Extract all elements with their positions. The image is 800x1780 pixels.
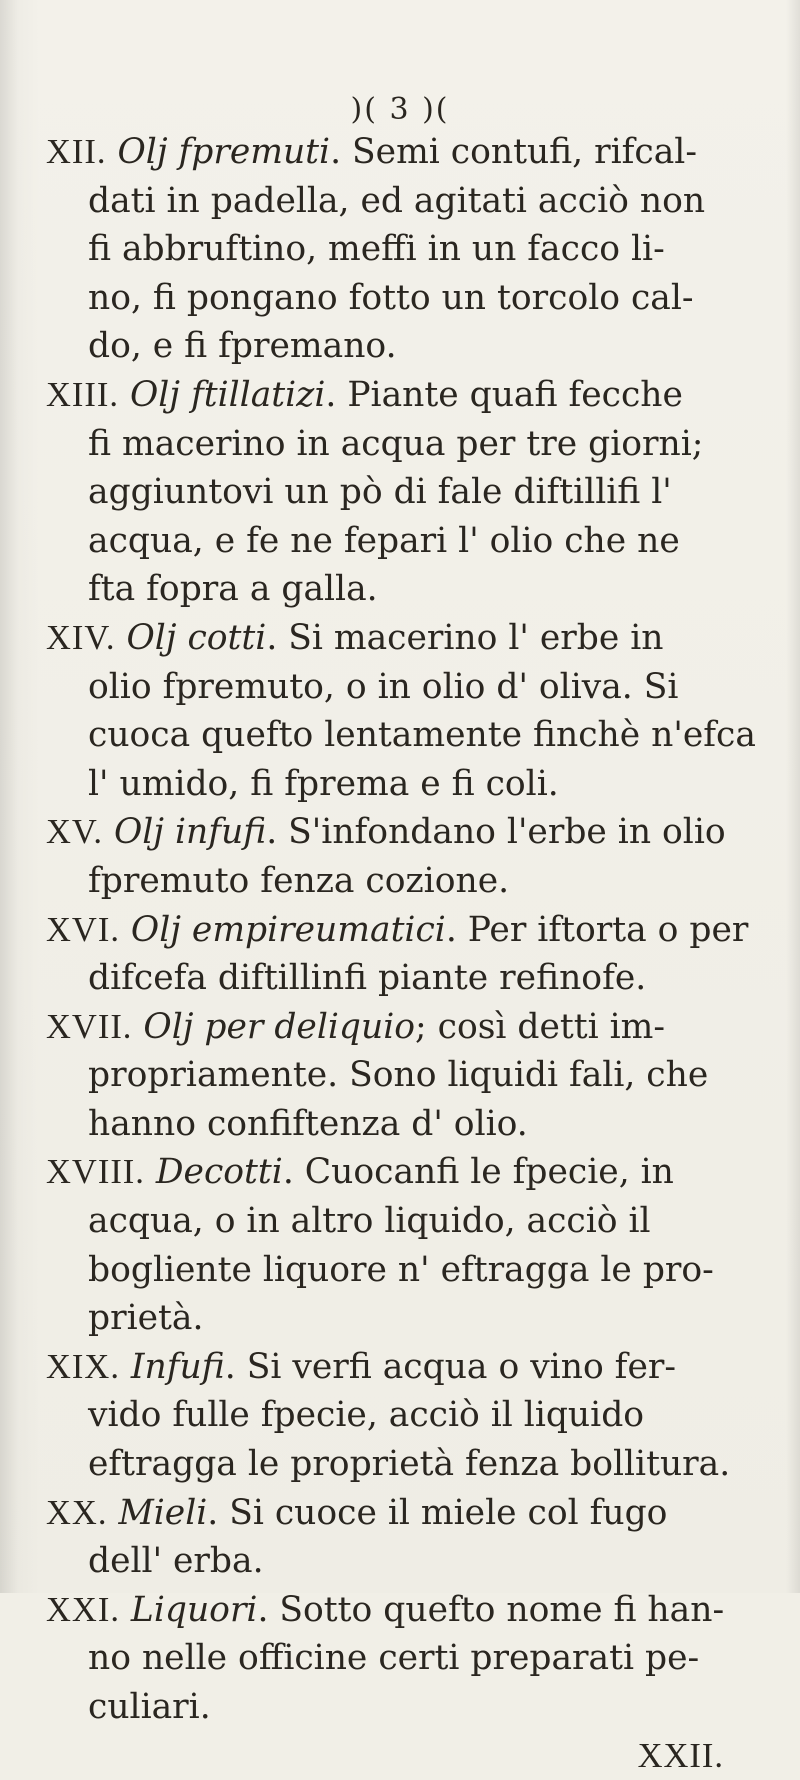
entry-first-line [0,1003,800,1052]
entry-line: fta fopra a galla. [88,569,378,610]
entry-xiii [0,371,800,614]
entry-line: acqua, o in altro liquido, acciò il [88,1201,651,1242]
entry-first-line [0,1489,800,1538]
entry-first-line [0,808,800,857]
entry-first-line [0,906,800,955]
entry-term: Olj per deliquio [143,1006,416,1047]
entry-line: prietà. [88,1298,204,1339]
entry-number: XIX. [46,1347,120,1386]
entry-line: fi abbruftino, meffi in un facco li- [88,229,665,270]
entry-term: Mieli [118,1492,208,1533]
entry-line: eftragga le proprietà fenza bollitura. [88,1444,731,1485]
entry-term: Decotti [155,1152,283,1193]
entry-line: vido fulle fpecie, acciò il liquido [88,1395,645,1436]
page-number-header: )( 3 )( [350,92,450,127]
text-body [0,128,800,1780]
entry-line: fi macerino in acqua per tre giorni; [88,423,704,464]
entry-term: Olj cotti [126,617,267,658]
entry-first-line [0,1343,800,1392]
entry-line: bogliente liquore n' eftragga le pro- [88,1249,714,1290]
entry-line: do, e fi fpremano. [88,326,397,367]
entry-line: cuoca quefto lentamente finchè n'efca [88,715,756,756]
entry-number: XX. [46,1493,108,1532]
entry-line: ; così detti im- [415,1006,666,1047]
entry-line: propriamente. Sono liquidi fali, che [88,1055,709,1096]
entry-line: . Sotto quefto nome fi han- [257,1589,725,1630]
entry-line: . Piante quafi fecche [325,374,683,415]
entry-line: acqua, e fe ne fepari l' olio che ne [88,520,680,561]
entry-first-line [0,1148,800,1197]
entry-first-line [0,614,800,663]
entry-xvi [0,906,800,1003]
entry-xx [0,1489,800,1586]
entry-xvii [0,1003,800,1149]
entry-xviii [0,1148,800,1342]
entry-line: . Si macerino l' erbe in [266,617,664,658]
entry-first-line [0,1586,800,1635]
entry-first-line [0,128,800,177]
entry-term: Olj fpremuti [117,132,331,172]
entry-xii [0,128,800,371]
entry-line: . Per iftorta o per [445,909,749,950]
entry-term: Olj infufi [113,812,267,853]
entry-number: XIII. [46,375,120,414]
entry-first-line [0,371,800,420]
entry-line: no nelle officine certi preparati pe- [88,1638,700,1679]
entry-number: XVII. [46,1007,133,1046]
entry-line: culiari. [88,1687,211,1727]
entry-line: dati in padella, ed agitati acciò non [88,180,706,221]
entry-term: Liquori [130,1589,258,1630]
entry-xv [0,808,800,905]
entry-number: XV. [46,813,104,852]
entry-line: hanno confiftenza d' olio. [88,1103,528,1144]
entry-xxi [0,1586,800,1732]
entry-line: . S'infondano l'erbe in olio [266,812,726,853]
entry-line: fpremuto fenza cozione. [88,860,510,901]
entry-number: XXI. [46,1590,120,1629]
entry-line: dell' erba. [88,1541,264,1582]
entry-term: Olj ftillatizi [129,374,326,415]
entry-number: XIV. [46,618,116,657]
entry-xix [0,1343,800,1489]
entry-line: . Semi contufi, rifcal- [330,132,697,172]
entry-line: no, fi pongano fotto un torcolo cal- [88,277,694,318]
entry-xiv [0,614,800,808]
entry-line: l' umido, fi fprema e fi coli. [88,763,559,804]
entry-number: XII. [46,133,107,171]
entry-line: . Cuocanfi le fpecie, in [282,1152,674,1193]
entry-line: olio fpremuto, o in olio d' oliva. Si [88,666,679,707]
entry-term: Infufi [130,1346,225,1387]
entry-line: difcefa diftillinfi piante refinofe. [88,958,647,999]
entry-number: XVI. [46,910,120,949]
entry-number: XVIII. [46,1153,145,1192]
catchword: XXII. [637,1736,724,1775]
entry-line: aggiuntovi un pò di fale diftillifi l' [88,472,672,513]
entry-term: Olj empireumatici [130,909,446,950]
entry-line: . Si verfi acqua o vino fer- [224,1346,677,1387]
entry-line: . Si cuoce il miele col fugo [207,1492,668,1533]
